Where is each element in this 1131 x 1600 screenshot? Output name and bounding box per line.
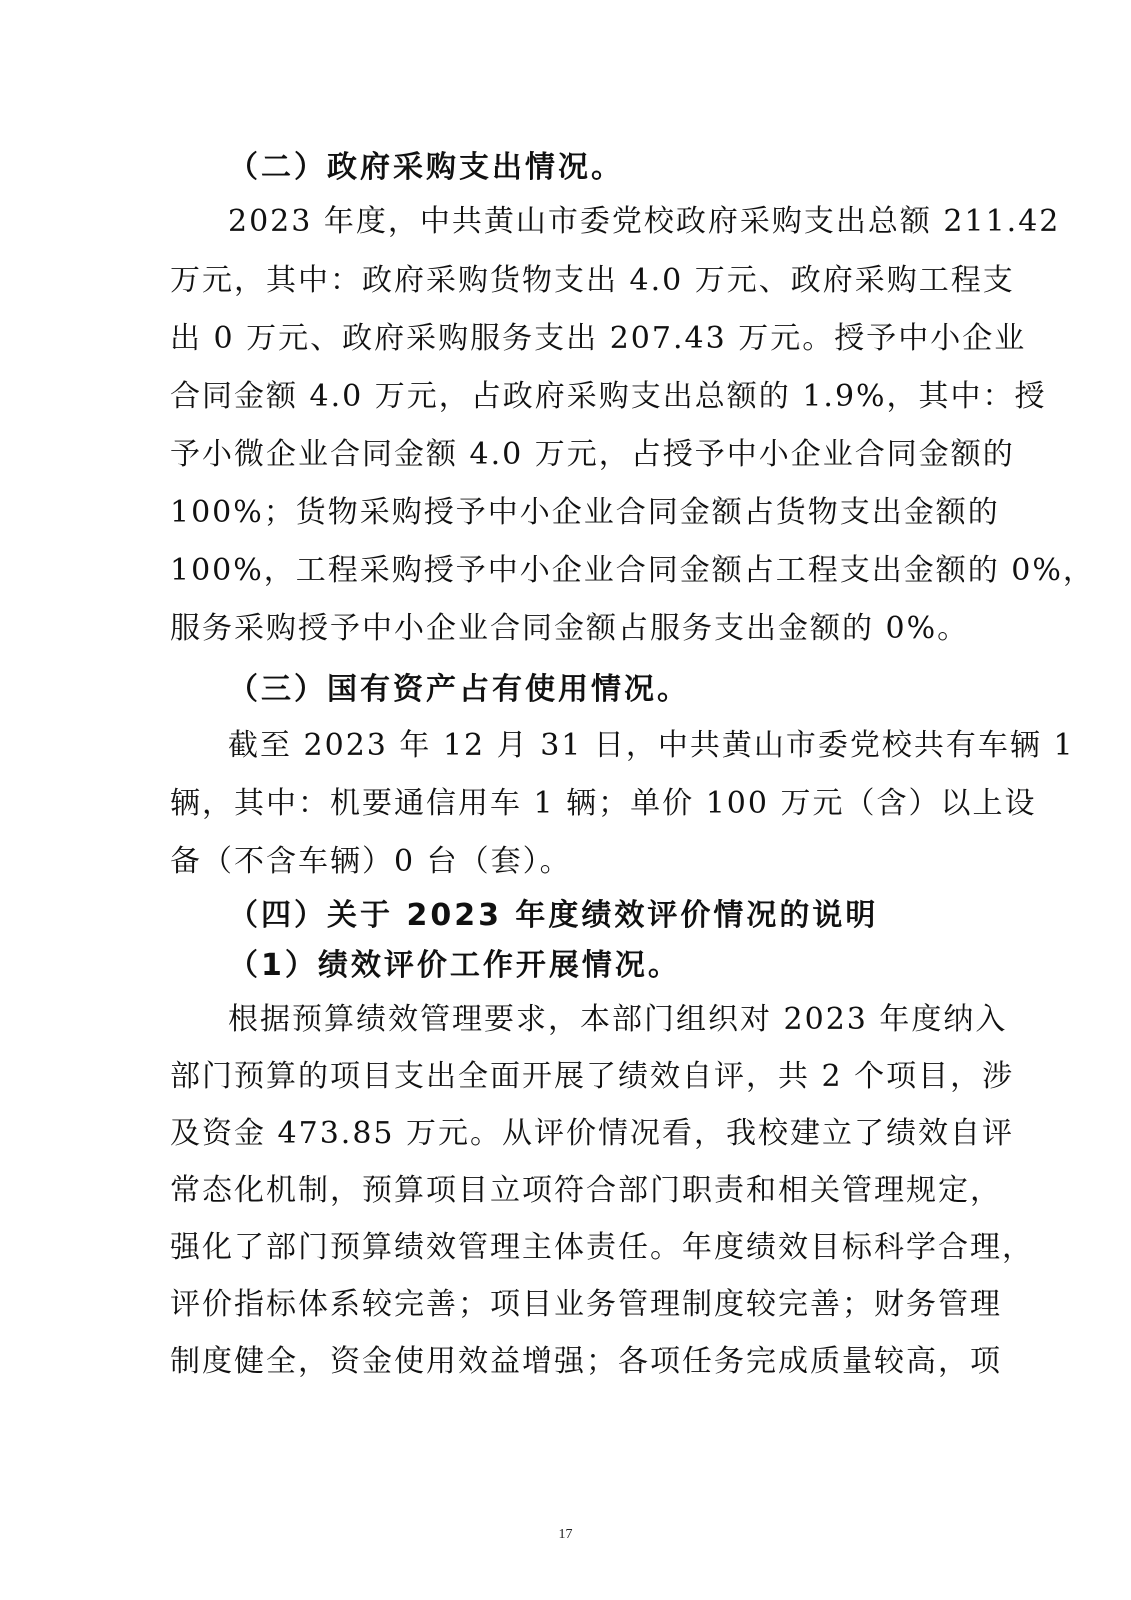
paragraph-line: 服务采购授予中小企业合同金额占服务支出金额的 0%。 (170, 611, 970, 646)
paragraph-line: 及资金 473.85 万元。从评价情况看，我校建立了绩效自评 (170, 1116, 1015, 1151)
paragraph-line: 100%，工程采购授予中小企业合同金额占工程支出金额的 0%， (170, 553, 1095, 588)
paragraph-line: 截至 2023 年 12 月 31 日，中共黄山市委党校共有车辆 1 (228, 728, 1075, 763)
paragraph-line: 根据预算绩效管理要求，本部门组织对 2023 年度纳入 (228, 1002, 1008, 1037)
paragraph-line: 制度健全，资金使用效益增强；各项任务完成质量较高，项 (170, 1344, 1002, 1379)
paragraph-line: 100%；货物采购授予中小企业合同金额占货物支出金额的 (170, 495, 1000, 530)
section-heading-procurement: （二）政府采购支出情况。 (228, 150, 624, 185)
paragraph-line: 予小微企业合同金额 4.0 万元，占授予中小企业合同金额的 (170, 437, 1015, 472)
paragraph-line: 强化了部门预算绩效管理主体责任。年度绩效目标科学合理， (170, 1230, 1034, 1265)
paragraph-line: 2023 年度，中共黄山市委党校政府采购支出总额 211.42 (228, 204, 1061, 239)
paragraph-line: 辆，其中：机要通信用车 1 辆；单价 100 万元（含）以上设 (170, 786, 1037, 821)
paragraph-line: 评价指标体系较完善；项目业务管理制度较完善；财务管理 (170, 1287, 1002, 1322)
paragraph-line: 合同金额 4.0 万元，占政府采购支出总额的 1.9%，其中：授 (170, 379, 1047, 414)
section-heading-performance-evaluation: （四）关于 2023 年度绩效评价情况的说明 (228, 898, 879, 933)
paragraph-line: 出 0 万元、政府采购服务支出 207.43 万元。授予中小企业 (170, 321, 1027, 356)
sub-heading-evaluation-work: （1）绩效评价工作开展情况。 (228, 948, 681, 983)
paragraph-line: 常态化机制，预算项目立项符合部门职责和相关管理规定， (170, 1173, 1002, 1208)
paragraph-line: 万元，其中：政府采购货物支出 4.0 万元、政府采购工程支 (170, 263, 1015, 298)
page-number: 17 (558, 1527, 573, 1542)
section-heading-state-assets: （三）国有资产占有使用情况。 (228, 672, 690, 707)
paragraph-line: 备（不含车辆）0 台（套）。 (170, 844, 572, 879)
paragraph-line: 部门预算的项目支出全面开展了绩效自评，共 2 个项目，涉 (170, 1059, 1015, 1094)
